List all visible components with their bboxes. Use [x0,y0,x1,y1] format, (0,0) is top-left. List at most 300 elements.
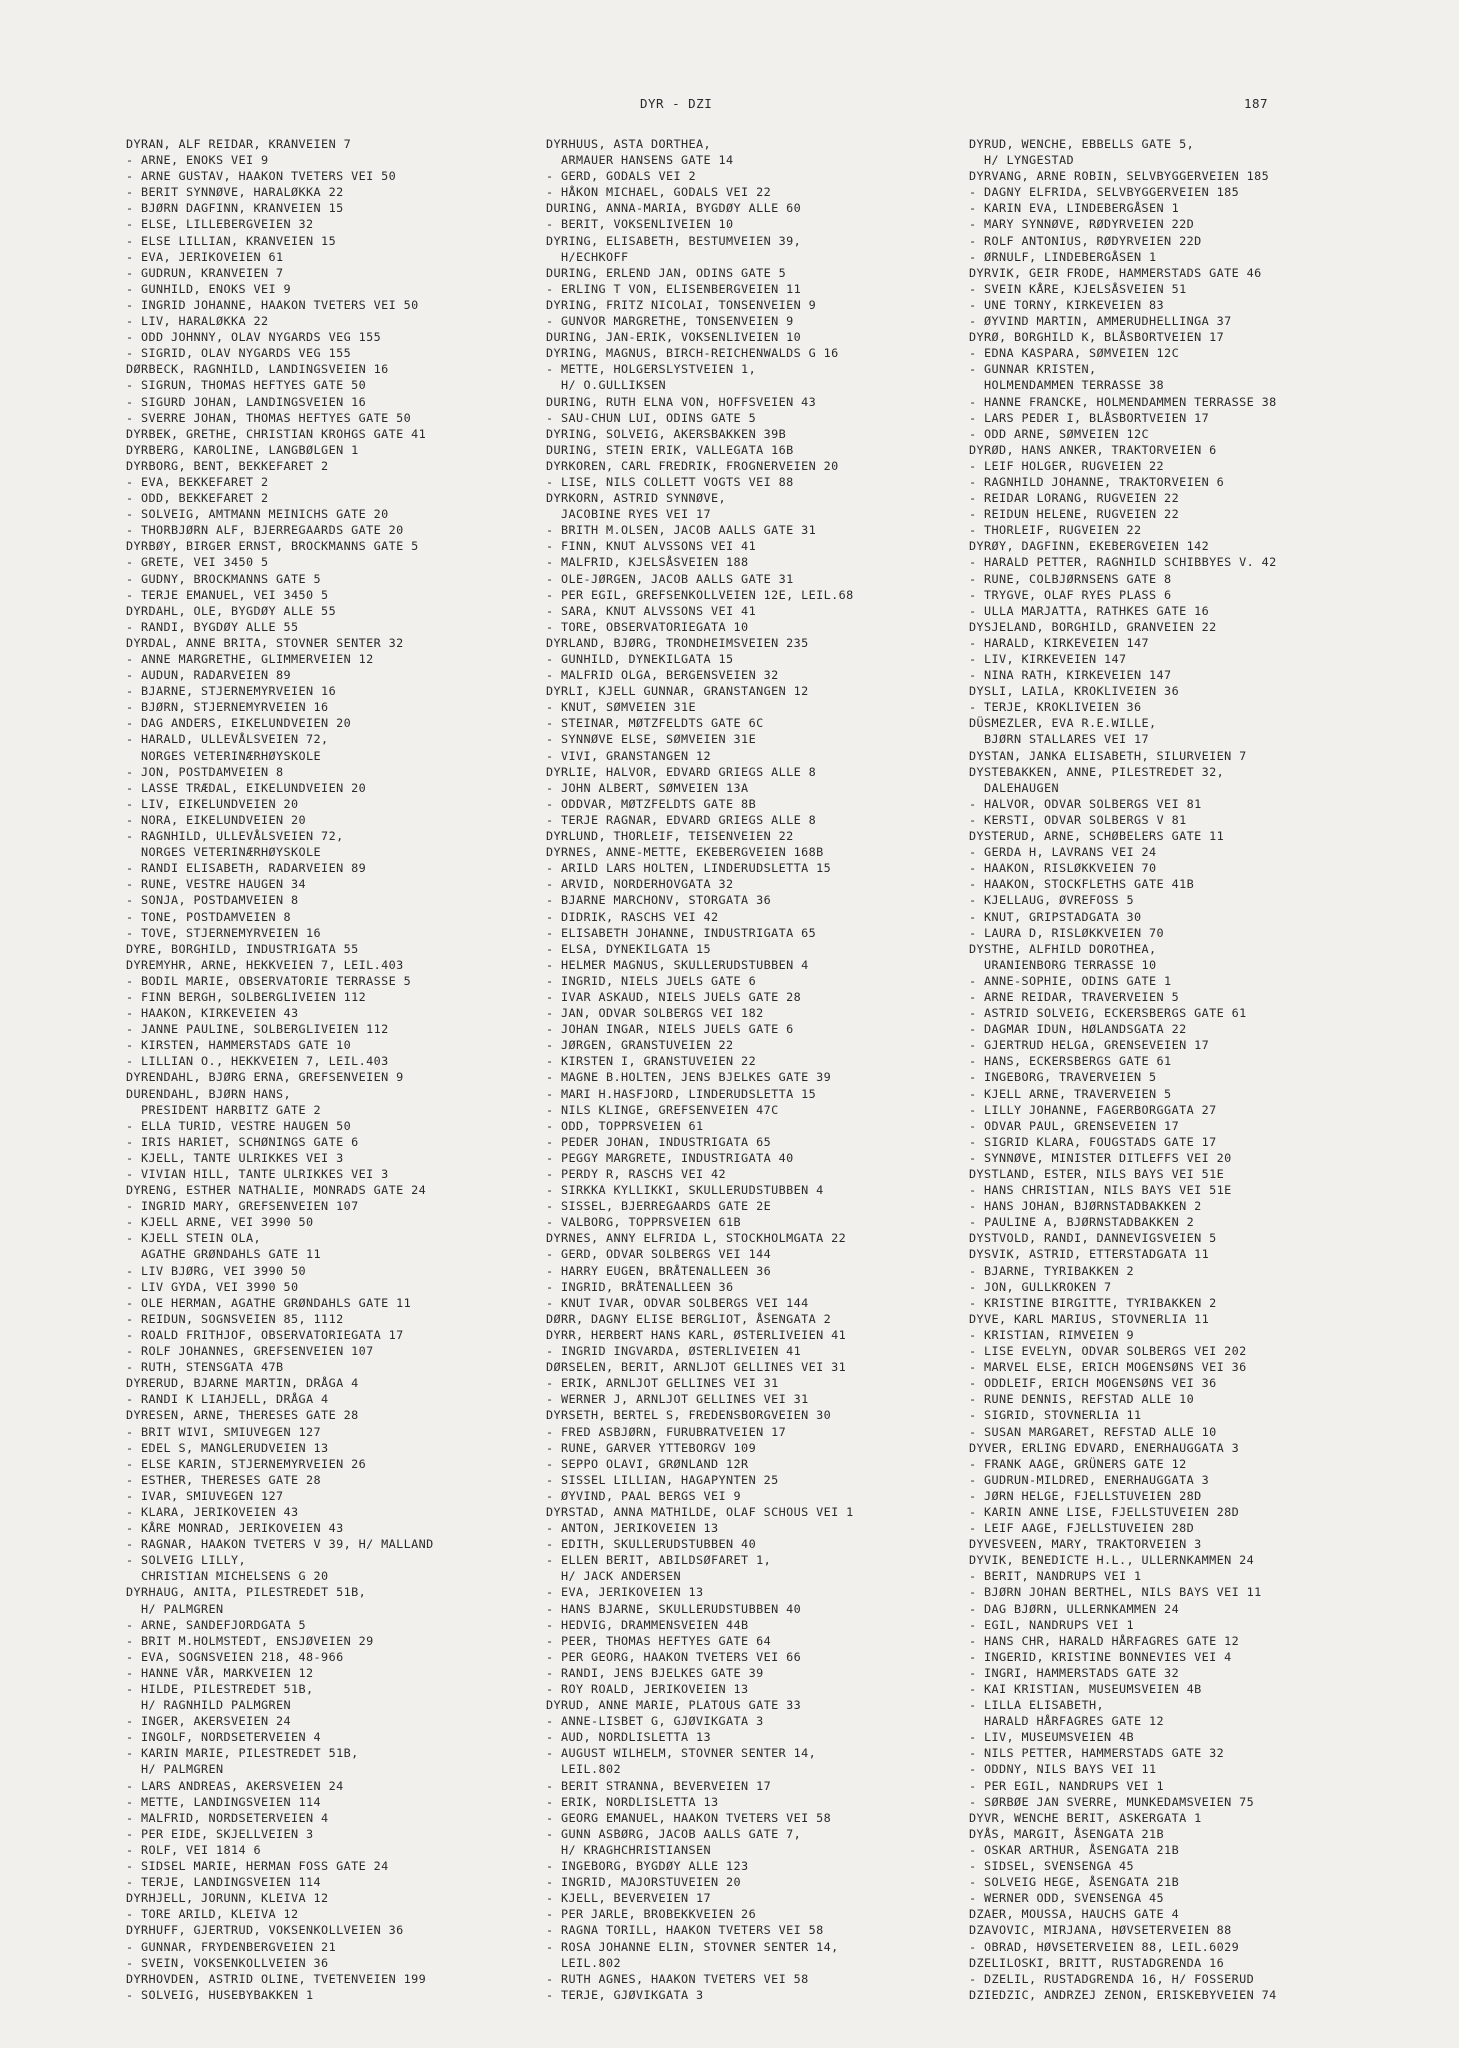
directory-entry: - HELMER MAGNUS, SKULLERUDSTUBBEN 4 [546,957,809,972]
directory-entry: URANIENBORG TERRASSE 10 [969,957,1157,972]
directory-entry: - PER EGIL, NANDRUPS VEI 1 [969,1778,1165,1793]
directory-entry: - NILS KLINGE, GREFSENVEIEN 47C [546,1102,779,1117]
directory-entry: - SEPPO OLAVI, GRØNLAND 12R [546,1456,749,1471]
directory-entry: - ANNE-LISBET G, GJØVIKGATA 3 [546,1714,764,1729]
directory-entry: - AUD, NORDLISLETTA 13 [546,1730,712,1745]
directory-entry: - ULLA MARJATTA, RATHKES GATE 16 [969,603,1210,618]
directory-entry: - LEIF HOLGER, RUGVEIEN 22 [969,458,1165,473]
directory-entry: DURING, ANNA-MARIA, BYGDØY ALLE 60 [546,201,802,216]
directory-entry: DYRKOREN, CARL FREDRIK, FROGNERVEIEN 20 [546,458,839,473]
directory-entry: - NORA, EIKELUNDVEIEN 20 [126,812,307,827]
directory-entry: - RANDI, JENS BJELKES GATE 39 [546,1665,764,1680]
directory-entry: DØRBECK, RAGNHILD, LANDINGSVEIEN 16 [126,362,389,377]
directory-entry: - EVA, JERIKOVEIEN 61 [126,249,284,264]
directory-entry: - SISSEL LILLIAN, HAGAPYNTEN 25 [546,1472,779,1487]
directory-entry: H/ LYNGESTAD [969,153,1075,168]
directory-entry: - LILLY JOHANNE, FAGERBORGGATA 27 [969,1102,1217,1117]
directory-entry: - LIV, EIKELUNDVEIEN 20 [126,796,299,811]
directory-entry: - ERIK, ARNLJOT GELLINES VEI 31 [546,1376,779,1391]
directory-entry: - JON, POSTDAMVEIEN 8 [126,764,284,779]
directory-entry: - KJELL ARNE, VEI 3990 50 [126,1215,314,1230]
directory-entry: - GRETE, VEI 3450 5 [126,555,269,570]
directory-entry: - LARS ANDREAS, AKERSVEIEN 24 [126,1778,344,1793]
directory-entry: - SIGRUN, THOMAS HEFTYES GATE 50 [126,378,367,393]
directory-entry: - KJELL, TANTE ULRIKKES VEI 3 [126,1150,344,1165]
directory-entry: - ODDNY, NILS BAYS VEI 11 [969,1762,1157,1777]
directory-entry: H/ JACK ANDERSEN [546,1569,682,1584]
directory-entry: - GUNNAR, FRYDENBERGVEIEN 21 [126,1939,337,1954]
directory-entry: - HARALD, KIRKEVEIEN 147 [969,635,1150,650]
directory-entry: - EVA, SOGNSVEIEN 218, 48-966 [126,1649,344,1664]
directory-entry: DYSTHE, ALFHILD DOROTHEA, [969,941,1157,956]
directory-entry: - SVEIN KÅRE, KJELSÅSVEIEN 51 [969,281,1187,296]
directory-entry: - KLARA, JERIKOVEIEN 43 [126,1504,299,1519]
directory-entry: DYRSTAD, ANNA MATHILDE, OLAF SCHOUS VEI 1 [546,1504,854,1519]
directory-entry: - MALFRID, KJELSÅSVEIEN 188 [546,555,749,570]
directory-entry: - DAGNY ELFRIDA, SELVBYGGERVEIEN 185 [969,185,1240,200]
directory-entry: DYRNES, ANNY ELFRIDA L, STOCKHOLMGATA 22 [546,1231,847,1246]
directory-entry: - ANNE MARGRETHE, GLIMMERVEIEN 12 [126,652,374,666]
directory-entry: DYRING, SOLVEIG, AKERSBAKKEN 39B [546,426,787,441]
directory-entry: BJØRN STALLARES VEI 17 [969,732,1150,747]
directory-entry: DYSJELAND, BORGHILD, GRANVEIEN 22 [969,619,1217,634]
directory-entry: - BERIT, NANDRUPS VEI 1 [969,1569,1142,1584]
directory-entry: - INGERID, KRISTINE BONNEVIES VEI 4 [969,1649,1232,1664]
directory-entry: DYRAN, ALF REIDAR, KRANVEIEN 7 [126,137,352,151]
directory-entry: - BODIL MARIE, OBSERVATORIE TERRASSE 5 [126,973,412,988]
directory-entry: - INGRID, MAJORSTUVEIEN 20 [546,1875,742,1890]
directory-column-2 [546,136,966,2003]
directory-entry: - ELSA, DYNEKILGATA 15 [546,941,712,956]
directory-entry: - SOLVEIG, AMTMANN MEINICHS GATE 20 [126,507,389,522]
directory-entry: - VALBORG, TOPPRSVEIEN 61B [546,1215,742,1230]
directory-entry: DYVE, KARL MARIUS, STOVNERLIA 11 [969,1311,1210,1326]
directory-entry: - FRANK AAGE, GRÜNERS GATE 12 [969,1456,1187,1471]
directory-entry: - GUNHILD, DYNEKILGATA 15 [546,652,734,666]
directory-entry: DYRØY, DAGFINN, EKEBERGVEIEN 142 [969,539,1210,554]
directory-entry: DYRØD, HANS ANKER, TRAKTORVEIEN 6 [969,442,1217,457]
directory-entry: NORGES VETERINÆRHØYSKOLE [126,748,322,763]
directory-entry: DYRHUFF, GJERTRUD, VOKSENKOLLVEIEN 36 [126,1923,404,1938]
directory-entry: DYRERUD, BJARNE MARTIN, DRÅGA 4 [126,1376,359,1391]
directory-entry: - HARALD, ULLEVÅLSVEIEN 72, [126,732,329,747]
directory-entry: - RANDI K LIAHJELL, DRÅGA 4 [126,1392,329,1407]
directory-entry: DYRUD, ANNE MARIE, PLATOUS GATE 33 [546,1698,802,1713]
directory-entry: - OBRAD, HØVSETERVEIEN 88, LEIL.6029 [969,1939,1240,1954]
directory-entry: DURING, STEIN ERIK, VALLEGATA 16B [546,442,794,457]
directory-entry: - KJELL, BEVERVEIEN 17 [546,1891,712,1906]
directory-entry: H/ PALMGREN [126,1762,224,1777]
directory-entry: - LAURA D, RISLØKKVEIEN 70 [969,925,1165,940]
directory-entry: - INGER, AKERSVEIEN 24 [126,1714,292,1729]
directory-entry: - ROLF ANTONIUS, RØDYRVEIEN 22D [969,233,1202,248]
directory-entry: DYRHJELL, JORUNN, KLEIVA 12 [126,1891,329,1906]
directory-entry: H/ KRAGHCHRISTIANSEN [546,1842,712,1857]
directory-entry: - GUDNY, BROCKMANNS GATE 5 [126,571,322,586]
directory-entry: - KARIN ANNE LISE, FJELLSTUVEIEN 28D [969,1504,1240,1519]
directory-entry: - KJELL STEIN OLA, [126,1231,262,1246]
directory-entry: - ROLF JOHANNES, GREFSENVEIEN 107 [126,1344,374,1359]
directory-entry: - SVEIN, VOKSENKOLLVEIEN 36 [126,1955,329,1970]
directory-entry: - ARILD LARS HOLTEN, LINDERUDSLETTA 15 [546,861,832,876]
directory-entry: - FINN BERGH, SOLBERGLIVEIEN 112 [126,989,367,1004]
directory-entry: - RAGNHILD, ULLEVÅLSVEIEN 72, [126,829,344,844]
directory-entry: - ASTRID SOLVEIG, ECKERSBERGS GATE 61 [969,1006,1247,1021]
directory-entry: - VIVI, GRANSTANGEN 12 [546,748,712,763]
directory-entry: - ROALD FRITHJOF, OBSERVATORIEGATA 17 [126,1327,404,1342]
directory-entry: DALEHAUGEN [969,780,1060,795]
directory-entry: - KARIN MARIE, PILESTREDET 51B, [126,1746,359,1761]
directory-entry: - SUSAN MARGARET, REFSTAD ALLE 10 [969,1424,1217,1439]
directory-entry: - TORE, OBSERVATORIEGATA 10 [546,619,749,634]
directory-entry: - LILLIAN O., HEKKVEIEN 7, LEIL.403 [126,1054,389,1069]
directory-entry: - KIRSTEN I, GRANSTUVEIEN 22 [546,1054,757,1069]
directory-entry: - INGRI, HAMMERSTADS GATE 32 [969,1665,1180,1680]
directory-entry: DYRVIK, GEIR FRODE, HAMMERSTADS GATE 46 [969,265,1262,280]
directory-entry: - KRISTIAN, RIMVEIEN 9 [969,1327,1135,1342]
directory-entry: - MARI H.HASFJORD, LINDERUDSLETTA 15 [546,1086,817,1101]
directory-entry: - EDNA KASPARA, SØMVEIEN 12C [969,346,1180,361]
directory-entry: DYSTERUD, ARNE, SCHØBELERS GATE 11 [969,829,1225,844]
directory-entry: - BJARNE, STJERNEMYRVEIEN 16 [126,684,337,699]
directory-entry: H/ RAGNHILD PALMGREN [126,1698,292,1713]
directory-entry: - BRITH M.OLSEN, JACOB AALLS GATE 31 [546,523,817,538]
directory-entry: - SYNNØVE, MINISTER DITLEFFS VEI 20 [969,1150,1232,1165]
directory-entry: - GJERTRUD HELGA, GRENSEVEIEN 17 [969,1038,1210,1053]
directory-entry: AGATHE GRØNDAHLS GATE 11 [126,1247,322,1262]
directory-entry: - EVA, JERIKOVEIEN 13 [546,1585,704,1600]
directory-entry: - RUTH, STENSGATA 47B [126,1360,284,1375]
directory-entry: - KAI KRISTIAN, MUSEUMSVEIEN 4B [969,1682,1202,1696]
directory-entry: - HARRY EUGEN, BRÅTENALLEEN 36 [546,1263,772,1278]
directory-entry: - JØRGEN, GRANSTUVEIEN 22 [546,1038,734,1053]
directory-entry: - TRYGVE, OLAF RYES PLASS 6 [969,587,1172,602]
directory-entry: - PER GEORG, HAAKON TVETERS VEI 66 [546,1649,802,1664]
directory-entry: - HAAKON, RISLØKKVEIEN 70 [969,861,1157,876]
directory-entry: DYVR, WENCHE BERIT, ASKERGATA 1 [969,1810,1202,1825]
directory-entry: - DIDRIK, RASCHS VEI 42 [546,909,719,924]
directory-entry: DYRENG, ESTHER NATHALIE, MONRADS GATE 24 [126,1183,427,1198]
directory-entry: - RAGNA TORILL, HAAKON TVETERS VEI 58 [546,1923,824,1938]
directory-entry: HOLMENDAMMEN TERRASSE 38 [969,378,1165,393]
directory-entry: - HANS JOHAN, BJØRNSTADBAKKEN 2 [969,1199,1202,1214]
directory-entry: - SAU-CHUN LUI, ODINS GATE 5 [546,410,757,425]
directory-entry: HARALD HÅRFAGRES GATE 12 [969,1714,1165,1729]
directory-entry: - ARNE GUSTAV, HAAKON TVETERS VEI 50 [126,169,397,184]
directory-column-3 [969,136,1389,2003]
directory-entry: - KNUT IVAR, ODVAR SOLBERGS VEI 144 [546,1295,809,1310]
directory-entry: - ARNE, SANDEFJORDGATA 5 [126,1617,307,1632]
directory-entry: - METTE, HOLGERSLYSTVEIEN 1, [546,362,757,377]
directory-entry: - TONE, POSTDAMVEIEN 8 [126,909,292,924]
directory-entry: - ROY ROALD, JERIKOVEIEN 13 [546,1682,749,1696]
directory-entry: - KERSTI, ODVAR SOLBERGS V 81 [969,812,1187,827]
directory-entry: - LIV BJØRG, VEI 3990 50 [126,1263,307,1278]
directory-entry: DURING, JAN-ERIK, VOKSENLIVEIEN 10 [546,330,802,345]
directory-entry: - ANNE-SOPHIE, ODINS GATE 1 [969,973,1172,988]
directory-entry: - ELSE, LILLEBERGVEIEN 32 [126,217,314,232]
directory-entry: - ERIK, NORDLISLETTA 13 [546,1794,719,1809]
directory-entry: DYRDAL, ANNE BRITA, STOVNER SENTER 32 [126,635,404,650]
directory-entry: - INGRID INGVARDA, ØSTERLIVEIEN 41 [546,1344,802,1359]
directory-entry: - SARA, KNUT ALVSSONS VEI 41 [546,603,757,618]
directory-entry: - WERNER J, ARNLJOT GELLINES VEI 31 [546,1392,809,1407]
directory-entry: - STEINAR, MØTZFELDTS GATE 6C [546,716,764,731]
directory-entry: - BERIT, VOKSENLIVEIEN 10 [546,217,734,232]
directory-entry: - HANS CHRISTIAN, NILS BAYS VEI 51E [969,1183,1232,1198]
directory-entry: - ELLEN BERIT, ABILDSØFARET 1, [546,1553,772,1568]
directory-entry: - VIVIAN HILL, TANTE ULRIKKES VEI 3 [126,1167,389,1181]
directory-entry: H/ECHKOFF [546,249,629,264]
directory-entry: - GEORG EMANUEL, HAAKON TVETERS VEI 58 [546,1810,832,1825]
directory-entry: - RUTH AGNES, HAAKON TVETERS VEI 58 [546,1971,809,1986]
directory-entry: - PEGGY MARGRETE, INDUSTRIGATA 40 [546,1150,794,1165]
directory-entry: - ROSA JOHANNE ELIN, STOVNER SENTER 14, [546,1939,839,1954]
directory-entry: - TERJE, GJØVIKGATA 3 [546,1987,704,2002]
directory-entry: - KARIN EVA, LINDEBERGÅSEN 1 [969,201,1180,216]
directory-entry: DYRVANG, ARNE ROBIN, SELVBYGGERVEIEN 185 [969,169,1270,184]
directory-entry: LEIL.802 [546,1955,622,1970]
directory-entry: DYSTVOLD, RANDI, DANNEVIGSVEIEN 5 [969,1231,1217,1246]
directory-entry: - EVA, BEKKEFARET 2 [126,474,269,489]
directory-entry: DZELILOSKI, BRITT, RUSTADGRENDA 16 [969,1955,1225,1970]
directory-entry: - HÅKON MICHAEL, GODALS VEI 22 [546,185,772,200]
directory-entry: - SIGRID KLARA, FOUGSTADS GATE 17 [969,1134,1217,1149]
directory-entry: DYRLI, KJELL GUNNAR, GRANSTANGEN 12 [546,684,809,699]
directory-entry: - SIGURD JOHAN, LANDINGSVEIEN 16 [126,394,367,409]
directory-entry: - LISE EVELYN, ODVAR SOLBERGS VEI 202 [969,1344,1247,1359]
directory-entry: - HANNE FRANCKE, HOLMENDAMMEN TERRASSE 38 [969,394,1277,409]
directory-entry: - ØYVIND MARTIN, AMMERUDHELLINGA 37 [969,314,1232,329]
directory-entry: - ODVAR PAUL, GRENSEVEIEN 17 [969,1118,1180,1133]
directory-entry: - JOHN ALBERT, SØMVEIEN 13A [546,780,749,795]
directory-entry: DYREMYHR, ARNE, HEKKVEIEN 7, LEIL.403 [126,957,404,972]
directory-entry: DYRLAND, BJØRG, TRONDHEIMSVEIEN 235 [546,635,809,650]
directory-entry: - DZELIL, RUSTADGRENDA 16, H/ FOSSERUD [969,1971,1255,1986]
directory-entry: - KÅRE MONRAD, JERIKOVEIEN 43 [126,1521,344,1536]
directory-entry: - JAN, ODVAR SOLBERGS VEI 182 [546,1006,764,1021]
directory-entry: - SIRKKA KYLLIKKI, SKULLERUDSTUBBEN 4 [546,1183,824,1198]
directory-entry: DYRENDAHL, BJØRG ERNA, GREFSENVEIEN 9 [126,1070,404,1085]
directory-entry: DZAER, MOUSSA, HAUCHS GATE 4 [969,1907,1180,1922]
directory-entry: - GUDRUN, KRANVEIEN 7 [126,265,284,280]
directory-entry: - JOHAN INGAR, NIELS JUELS GATE 6 [546,1022,794,1037]
directory-entry: - EDEL S, MANGLERUDVEIEN 13 [126,1440,329,1455]
directory-entry: DURENDAHL, BJØRN HANS, [126,1086,292,1101]
directory-entry: - ØYVIND, PAAL BERGS VEI 9 [546,1488,742,1503]
page-title: DYR - DZI [640,96,713,111]
directory-entry: - ARNE REIDAR, TRAVERVEIEN 5 [969,989,1180,1004]
directory-entry: - GUNHILD, ENOKS VEI 9 [126,281,292,296]
directory-entry: DYRBEK, GRETHE, CHRISTIAN KROHGS GATE 41 [126,426,427,441]
directory-entry: - KJELL ARNE, TRAVERVEIEN 5 [969,1086,1172,1101]
directory-entry: - METTE, LANDINGSVEIEN 114 [126,1794,322,1809]
directory-entry: - SØRBØE JAN SVERRE, MUNKEDAMSVEIEN 75 [969,1794,1255,1809]
directory-entry: - PAULINE A, BJØRNSTADBAKKEN 2 [969,1215,1195,1230]
directory-entry: - PEDER JOHAN, INDUSTRIGATA 65 [546,1134,772,1149]
directory-entry: - ELISABETH JOHANNE, INDUSTRIGATA 65 [546,925,817,940]
page-header [0,96,1459,116]
directory-entry: - BRIT WIVI, SMIUVEGEN 127 [126,1424,322,1439]
directory-entry: - KNUT, SØMVEIEN 31E [546,700,697,715]
directory-entry: - KJELLAUG, ØVREFOSS 5 [969,893,1135,908]
directory-entry: - LARS PEDER I, BLÅSBORTVEIEN 17 [969,410,1210,425]
directory-entry: - LIV, KIRKEVEIEN 147 [969,652,1127,666]
directory-entry: JACOBINE RYES VEI 17 [546,507,712,522]
directory-entry: - LIV, MUSEUMSVEIEN 4B [969,1730,1135,1745]
directory-entry: - ESTHER, THERESES GATE 28 [126,1472,322,1487]
directory-entry: - AUGUST WILHELM, STOVNER SENTER 14, [546,1746,817,1761]
directory-entry: - GUNNAR KRISTEN, [969,362,1097,377]
directory-entry: - ODD JOHNNY, OLAV NYGARDS VEG 155 [126,330,382,345]
directory-entry: LEIL.802 [546,1762,622,1777]
directory-entry: - EDITH, SKULLERUDSTUBBEN 40 [546,1537,757,1552]
directory-entry: - FINN, KNUT ALVSSONS VEI 41 [546,539,757,554]
directory-entry: - HANS CHR, HARALD HÅRFAGRES GATE 12 [969,1633,1240,1648]
directory-entry: ARMAUER HANSENS GATE 14 [546,153,734,168]
directory-entry: - GERDA H, LAVRANS VEI 24 [969,845,1157,860]
directory-entry: - REIDUN, SOGNSVEIEN 85, 1112 [126,1311,344,1326]
directory-entry: - ANTON, JERIKOVEIEN 13 [546,1521,719,1536]
directory-entry: - PEER, THOMAS HEFTYES GATE 64 [546,1633,772,1648]
directory-entry: DØRSELEN, BERIT, ARNLJOT GELLINES VEI 31 [546,1360,847,1375]
directory-entry: - WERNER ODD, SVENSENGA 45 [969,1891,1165,1906]
directory-entry: - REIDAR LORANG, RUGVEIEN 22 [969,491,1180,506]
directory-entry: DYSLI, LAILA, KROKLIVEIEN 36 [969,684,1180,699]
directory-entry: - ERLING T VON, ELISENBERGVEIEN 11 [546,281,802,296]
directory-entry: - DAG ANDERS, EIKELUNDVEIEN 20 [126,716,352,731]
directory-entry: DYRR, HERBERT HANS KARL, ØSTERLIVEIEN 41 [546,1327,847,1342]
directory-entry: - REIDUN HELENE, RUGVEIEN 22 [969,507,1180,522]
directory-entry: - ARVID, NORDERHOVGATA 32 [546,877,734,892]
directory-entry: DYRNES, ANNE-METTE, EKEBERGVEIEN 168B [546,845,824,860]
directory-entry: DURING, RUTH ELNA VON, HOFFSVEIEN 43 [546,394,817,409]
directory-entry: - PER EIDE, SKJELLVEIEN 3 [126,1826,314,1841]
directory-entry: - LIV GYDA, VEI 3990 50 [126,1279,299,1294]
directory-entry: - JANNE PAULINE, SOLBERGLIVEIEN 112 [126,1022,389,1037]
directory-entry: - ELSE KARIN, STJERNEMYRVEIEN 26 [126,1456,367,1471]
directory-entry: - KIRSTEN, HAMMERSTADS GATE 10 [126,1038,352,1053]
directory-entry: - TERJE, KROKLIVEIEN 36 [969,700,1142,715]
directory-entry: DYRBERG, KAROLINE, LANGBØLGEN 1 [126,442,359,457]
directory-entry: - DAGMAR IDUN, HØLANDSGATA 22 [969,1022,1187,1037]
directory-entry: - KRISTINE BIRGITTE, TYRIBAKKEN 2 [969,1295,1217,1310]
directory-entry: DYSTLAND, ESTER, NILS BAYS VEI 51E [969,1167,1225,1181]
directory-entry: - UNE TORNY, KIRKEVEIEN 83 [969,297,1165,312]
directory-entry: - TERJE, LANDINGSVEIEN 114 [126,1875,322,1890]
directory-column-1 [126,136,546,2003]
directory-entry: - HILDE, PILESTREDET 51B, [126,1682,314,1696]
directory-entry: - TERJE EMANUEL, VEI 3450 5 [126,587,329,602]
directory-entry: DURING, ERLEND JAN, ODINS GATE 5 [546,265,787,280]
directory-entry: - INGRID, BRÅTENALLEEN 36 [546,1279,734,1294]
directory-entry: DYÅS, MARGIT, ÅSENGATA 21B [969,1826,1165,1841]
directory-entry: - HEDVIG, DRAMMENSVEIEN 44B [546,1617,749,1632]
directory-entry: - PERDY R, RASCHS VEI 42 [546,1167,727,1181]
directory-entry: DÜSMEZLER, EVA R.E.WILLE, [969,716,1157,731]
directory-entry: - HANS BJARNE, SKULLERUDSTUBBEN 40 [546,1601,802,1616]
directory-entry: - THORLEIF, RUGVEIEN 22 [969,523,1142,538]
directory-entry: - TORE ARILD, KLEIVA 12 [126,1907,299,1922]
directory-entry: DYRHOVDEN, ASTRID OLINE, TVETENVEIEN 199 [126,1971,427,1986]
directory-entry: DYVIK, BENEDICTE H.L., ULLERNKAMMEN 24 [969,1553,1255,1568]
directory-entry: - ROLF, VEI 1814 6 [126,1842,262,1857]
directory-entry: - SVERRE JOHAN, THOMAS HEFTYES GATE 50 [126,410,412,425]
directory-entry: DYRLUND, THORLEIF, TEISENVEIEN 22 [546,829,794,844]
directory-entry: DZIEDZIC, ANDRZEJ ZENON, ERISKEBYVEIEN 74 [969,1987,1277,2002]
directory-entry: - OLE HERMAN, AGATHE GRØNDAHLS GATE 11 [126,1295,412,1310]
directory-entry: - SISSEL, BJERREGAARDS GATE 2E [546,1199,772,1214]
directory-entry: - ODDLEIF, ERICH MOGENSØNS VEI 36 [969,1376,1217,1391]
directory-entry: - SONJA, POSTDAMVEIEN 8 [126,893,299,908]
directory-entry: DYRBØY, BIRGER ERNST, BROCKMANNS GATE 5 [126,539,419,554]
directory-entry: - BJARNE MARCHONV, STORGATA 36 [546,893,772,908]
directory-entry: - GUNN ASBØRG, JACOB AALLS GATE 7, [546,1826,802,1841]
directory-entry: - NINA RATH, KIRKEVEIEN 147 [969,668,1172,683]
directory-entry: H/ O.GULLIKSEN [546,378,667,393]
directory-entry: - IVAR ASKAUD, NIELS JUELS GATE 28 [546,989,802,1004]
directory-entry: NORGES VETERINÆRHØYSKOLE [126,845,322,860]
directory-entry: - MARY SYNNØVE, RØDYRVEIEN 22D [969,217,1195,232]
directory-entry: - FRED ASBJØRN, FURUBRATVEIEN 17 [546,1424,787,1439]
directory-entry: - INGOLF, NORDSETERVEIEN 4 [126,1730,322,1745]
directory-entry: - MAGNE B.HOLTEN, JENS BJELKES GATE 39 [546,1070,832,1085]
directory-entry: DYRSETH, BERTEL S, FREDENSBORGVEIEN 30 [546,1408,832,1423]
directory-entry: - HAAKON, STOCKFLETHS GATE 41B [969,877,1195,892]
directory-entry: - ELSE LILLIAN, KRANVEIEN 15 [126,233,337,248]
directory-entry: DYSTEBAKKEN, ANNE, PILESTREDET 32, [969,764,1225,779]
directory-entry: - KNUT, GRIPSTADGATA 30 [969,909,1142,924]
directory-entry: DYRØ, BORGHILD K, BLÅSBORTVEIEN 17 [969,330,1225,345]
directory-entry: - BJØRN JOHAN BERTHEL, NILS BAYS VEI 11 [969,1585,1262,1600]
directory-entry: H/ PALMGREN [126,1601,224,1616]
directory-entry: - JON, GULLKROKEN 7 [969,1279,1112,1294]
directory-entry: DYRLIE, HALVOR, EDVARD GRIEGS ALLE 8 [546,764,817,779]
directory-entry: - INGRID, NIELS JUELS GATE 6 [546,973,757,988]
directory-entry: PRESIDENT HARBITZ GATE 2 [126,1102,322,1117]
directory-entry: - AUDUN, RADARVEIEN 89 [126,668,292,683]
directory-entry: - IRIS HARIET, SCHØNINGS GATE 6 [126,1134,359,1149]
directory-entry: - SOLVEIG LILLY, [126,1553,247,1568]
directory-entry: DYVESVEEN, MARY, TRAKTORVEIEN 3 [969,1537,1202,1552]
directory-entry: - TERJE RAGNAR, EDVARD GRIEGS ALLE 8 [546,812,817,827]
directory-entry: - INGRID JOHANNE, HAAKON TVETERS VEI 50 [126,297,419,312]
directory-entry: - BERIT SYNNØVE, HARALØKKA 22 [126,185,344,200]
directory-entry: - HARALD PETTER, RAGNHILD SCHIBBYES V. 42 [969,555,1277,570]
directory-entry: - MARVEL ELSE, ERICH MOGENSØNS VEI 36 [969,1360,1247,1375]
directory-entry: - RUNE, COLBJØRNSENS GATE 8 [969,571,1172,586]
directory-entry: - SOLVEIG HEGE, ÅSENGATA 21B [969,1875,1180,1890]
directory-entry: - MALFRID, NORDSETERVEIEN 4 [126,1810,329,1825]
directory-entry: - BJARNE, TYRIBAKKEN 2 [969,1263,1135,1278]
directory-entry: DYRDAHL, OLE, BYGDØY ALLE 55 [126,603,337,618]
directory-entry: - RUNE DENNIS, REFSTAD ALLE 10 [969,1392,1195,1407]
directory-entry: - ODD, TOPPRSVEIEN 61 [546,1118,704,1133]
directory-entry: DYRING, MAGNUS, BIRCH-REICHENWALDS G 16 [546,346,839,361]
directory-entry: - EGIL, NANDRUPS VEI 1 [969,1617,1135,1632]
page-number: 187 [1244,96,1269,111]
directory-entry: - PER JARLE, BROBEKKVEIEN 26 [546,1907,757,1922]
directory-entry: - ØRNULF, LINDEBERGÅSEN 1 [969,249,1157,264]
directory-entry: CHRISTIAN MICHELSENS G 20 [126,1569,329,1584]
directory-entry: - BERIT STRANNA, BEVERVEIEN 17 [546,1778,772,1793]
directory-entry: - LIV, HARALØKKA 22 [126,314,269,329]
directory-entry: - BJØRN, STJERNEMYRVEIEN 16 [126,700,329,715]
directory-entry: DYVER, ERLING EDVARD, ENERHAUGGATA 3 [969,1440,1240,1455]
directory-entry: - HAAKON, KIRKEVEIEN 43 [126,1006,299,1021]
directory-entry: DYSTAN, JANKA ELISABETH, SILURVEIEN 7 [969,748,1247,763]
directory-entry: DYRE, BORGHILD, INDUSTRIGATA 55 [126,941,359,956]
